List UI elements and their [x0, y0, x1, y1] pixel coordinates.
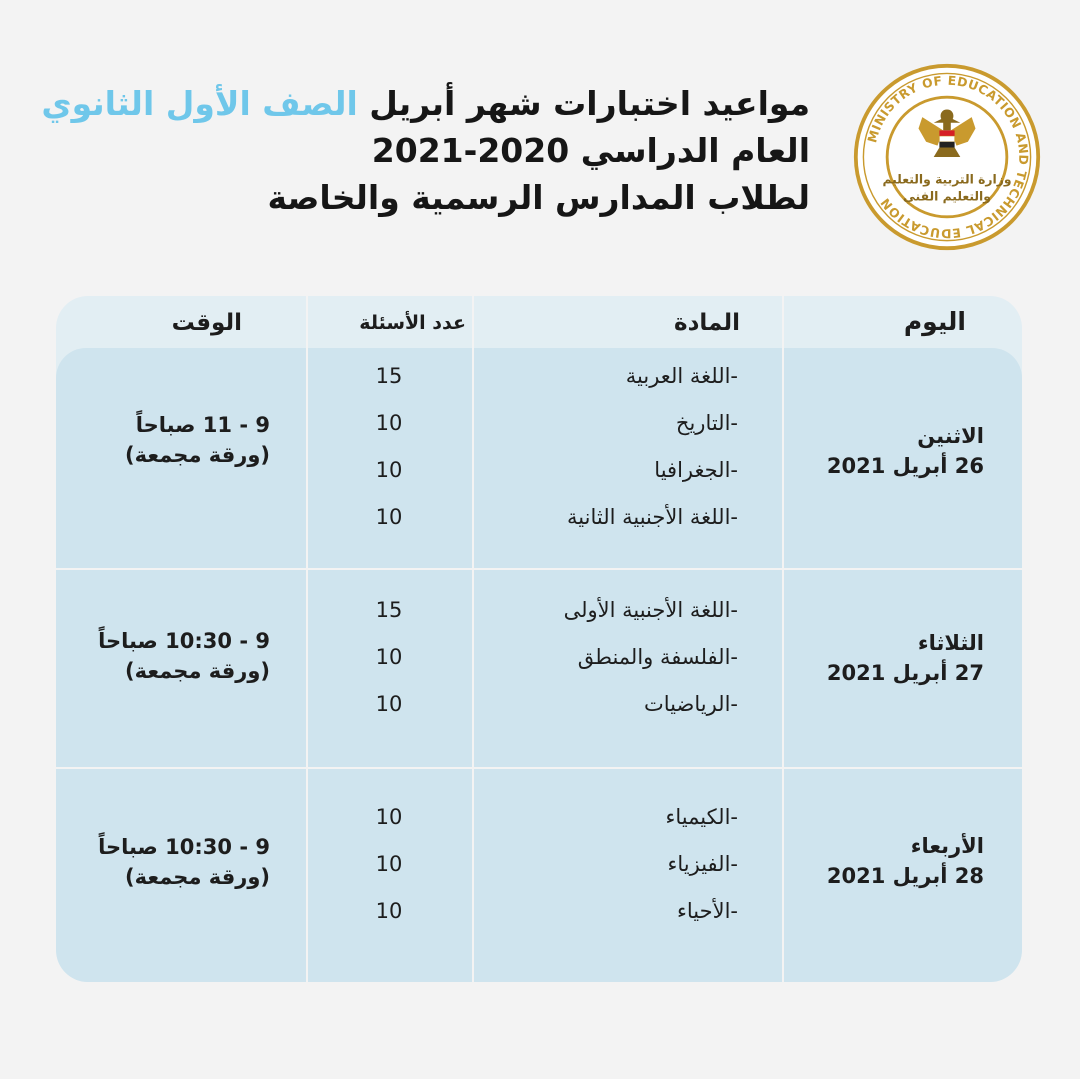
col-header-count: عدد الأسئلة — [359, 312, 466, 334]
title-prefix: مواعيد اختبارات شهر أبريل — [369, 84, 810, 123]
time-note: (ورقة مجمعة) — [125, 443, 270, 467]
question-count: 10 — [375, 505, 403, 529]
day-date: 26 أبريل 2021 — [826, 454, 984, 478]
subject-item: -التاريخ — [675, 411, 738, 435]
page-title — [41, 80, 810, 221]
question-count: 10 — [375, 692, 403, 716]
col-header-time: الوقت — [171, 310, 242, 336]
column-divider — [472, 348, 474, 982]
day-date: 28 أبريل 2021 — [826, 864, 984, 888]
subject-item: -اللغة الأجنبية الثانية — [567, 505, 738, 529]
ministry-seal-logo — [852, 62, 1042, 252]
title-line-3: لطلاب المدارس الرسمية والخاصة — [267, 178, 810, 217]
day-name: الثلاثاء — [917, 631, 984, 655]
row-divider — [56, 568, 1022, 570]
col-header-day: اليوم — [903, 307, 966, 336]
subject-item: -الفيزياء — [667, 852, 738, 876]
svg-text:MINISTRY OF EDUCATION AND TECH: MINISTRY OF EDUCATION AND TECHNICAL EDUCATION — [865, 73, 1031, 241]
row-3-time — [98, 832, 270, 892]
question-count: 15 — [375, 364, 403, 388]
title-line-2: العام الدراسي 2020-2021 — [371, 131, 810, 170]
subject-item: -الرياضيات — [644, 692, 738, 716]
time-range: 9 - 11 صباحاً — [135, 413, 270, 437]
row-1-subjects — [567, 364, 738, 552]
subject-item: -الفلسفة والمنطق — [577, 645, 738, 669]
table-body — [56, 348, 1022, 982]
row-3-day — [827, 831, 984, 891]
question-count: 10 — [375, 411, 403, 435]
row-2-day — [827, 628, 984, 688]
row-divider — [56, 767, 1022, 769]
time-range: 9 - 10:30 صباحاً — [98, 629, 270, 653]
row-2-counts — [359, 598, 419, 739]
schedule-table — [56, 296, 1022, 982]
col-header-subject: المادة — [674, 310, 740, 336]
day-name: الاثنين — [917, 424, 984, 448]
day-name: الأربعاء — [910, 834, 984, 858]
day-date: 27 أبريل 2021 — [826, 661, 984, 685]
question-count: 15 — [375, 598, 403, 622]
question-count: 10 — [375, 458, 403, 482]
row-1-counts — [359, 364, 419, 552]
question-count: 10 — [375, 805, 403, 829]
subject-item: -الأحياء — [677, 899, 738, 923]
subject-item: -الجغرافيا — [654, 458, 738, 482]
row-3-subjects — [666, 805, 739, 946]
time-note: (ورقة مجمعة) — [125, 865, 270, 889]
row-2-time — [98, 626, 270, 686]
row-1-day — [827, 421, 984, 481]
row-3-counts — [359, 805, 419, 946]
time-range: 9 - 10:30 صباحاً — [98, 835, 270, 859]
title-line-1 — [41, 80, 810, 127]
time-note: (ورقة مجمعة) — [125, 659, 270, 683]
column-divider — [306, 348, 308, 982]
title-grade: الصف الأول الثانوي — [41, 84, 358, 123]
question-count: 10 — [375, 852, 403, 876]
column-divider — [782, 348, 784, 982]
subject-item: -الكيمياء — [665, 805, 738, 829]
subject-item: -اللغة العربية — [625, 364, 738, 388]
subject-item: -اللغة الأجنبية الأولى — [563, 598, 738, 622]
row-2-subjects — [564, 598, 738, 739]
question-count: 10 — [375, 899, 403, 923]
row-1-time — [125, 410, 270, 470]
question-count: 10 — [375, 645, 403, 669]
svg-text:وزارة التربية والتعليم: وزارة التربية والتعليم — [882, 172, 1012, 187]
svg-text:والتعليم الفني: والتعليم الفني — [903, 189, 991, 204]
